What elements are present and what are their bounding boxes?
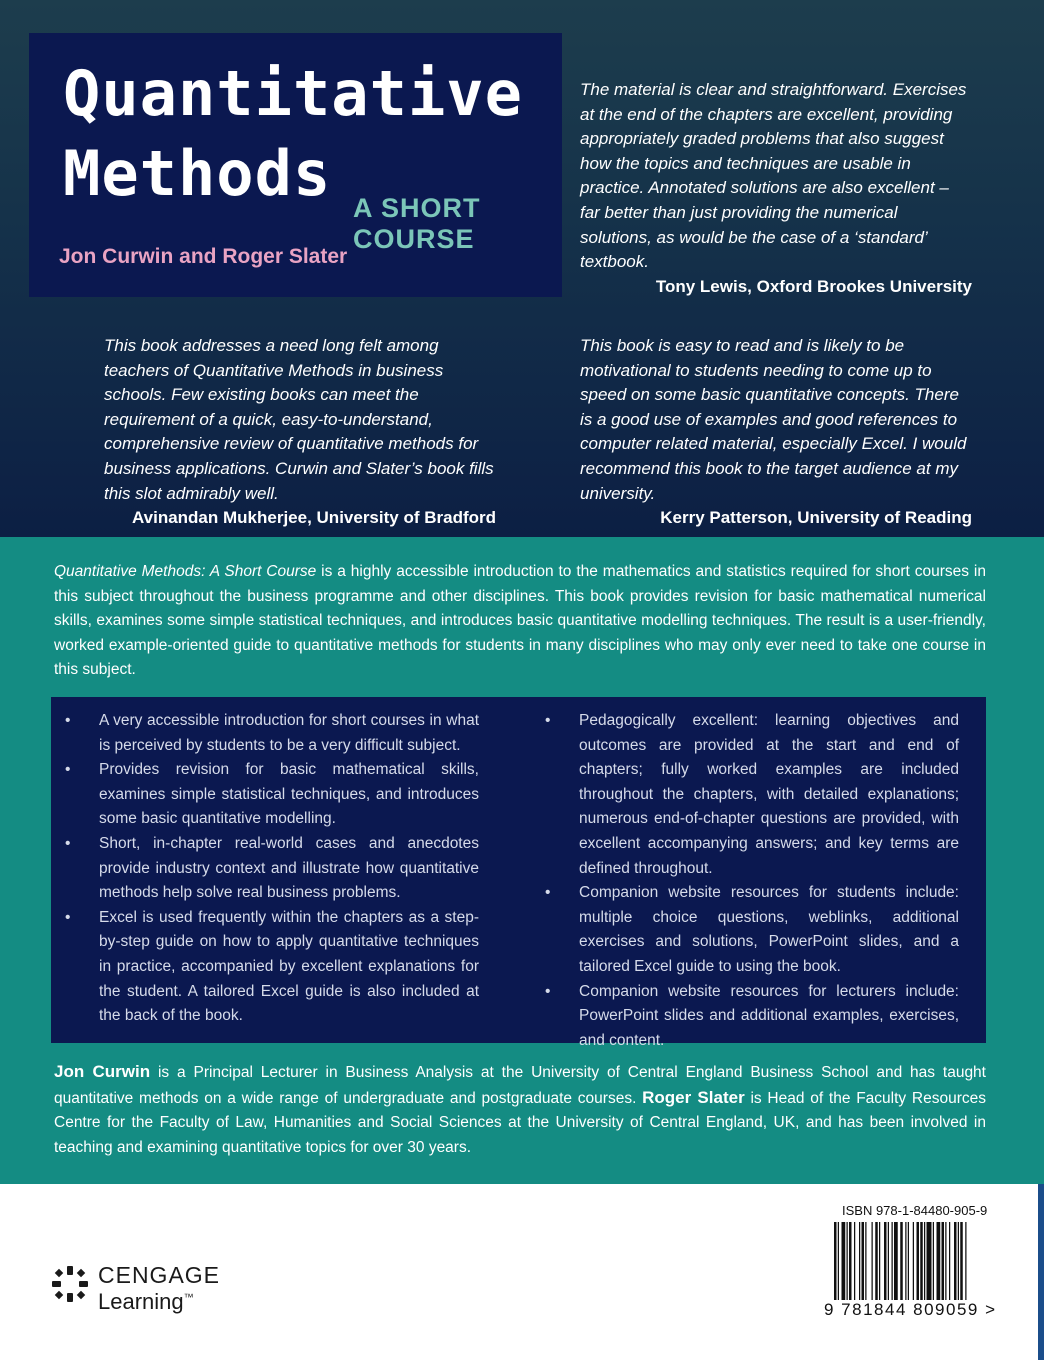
feature-item (545, 881, 959, 979)
barcode-bar (960, 1222, 963, 1300)
review-quote-text: This book addresses a need long felt among teachers of Quantitative Methods in business schools. Few existing books can meet the requirement of a quick, easy-to-understand, comprehensive review of quantitative methods for business applications. Curwin and Slater’s book fills this slot admirably well. (104, 336, 494, 503)
author-bio-text-2: is Head of the Faculty Resources Centre for the Faculty of Law, Humanities and Social Sciences at the University of Central England, UK, and has been involved in teaching and examining quantitative topics for over 30 years. (54, 1089, 987, 1156)
feature-text: A very accessible introduction for short courses in what is perceived by students to be a very difficult subject. (99, 712, 479, 754)
barcode-bar (884, 1222, 887, 1300)
description-section (0, 537, 1044, 1184)
feature-text: Short, in-chapter real-world cases and anecdotes provide industry context and illustrate how quantitative methods help solve real business problems. (99, 834, 479, 902)
barcode-bar (920, 1222, 923, 1300)
barcode-bar (958, 1222, 959, 1300)
barcode-bar (913, 1222, 914, 1300)
barcode-bar (954, 1222, 957, 1300)
barcode-bar (862, 1222, 865, 1300)
publisher-name-line2 (98, 1289, 194, 1315)
review-attribution: Kerry Patterson, University of Reading (660, 508, 972, 528)
barcode-bar (872, 1222, 873, 1300)
barcode-bar (859, 1222, 860, 1300)
bullet-icon: • (545, 982, 551, 1000)
feature-item (65, 709, 479, 758)
barcode-bar (945, 1222, 946, 1300)
barcode-bar (842, 1222, 846, 1300)
barcode-bar (888, 1222, 889, 1300)
feature-text: Companion website resources for students include: multiple choice questions, weblinks, additional exercises and solutions, PowerPoint slides, and a tailored Excel guide to using the book. (579, 884, 959, 975)
barcode-bar (894, 1222, 898, 1300)
book-subtitle: A SHORT COURSE (353, 193, 481, 254)
review-attribution: Tony Lewis, Oxford Brookes University (655, 276, 972, 296)
feature-item (65, 758, 479, 832)
barcode-digits: 9 781844 809059 > (824, 1300, 997, 1319)
barcode-bar (917, 1222, 920, 1300)
barcode-bar (937, 1222, 941, 1300)
author-name-2: Roger Slater (642, 1087, 745, 1107)
review-attribution: Avinandan Mukherjee, University of Bradford (132, 508, 496, 528)
publisher-name-text: Learning (98, 1289, 184, 1314)
review-quote-3 (580, 334, 972, 531)
author-bio-text-1: is a Principal Lecturer in Business Analysis at the University of Central England Business School and has taught quantitative methods on a wide range of undergraduate and postgraduate courses. (54, 1064, 986, 1107)
book-title-line1: Quantitative (63, 57, 523, 130)
book-title-line2: Methods (63, 137, 332, 210)
barcode-bar (849, 1222, 852, 1300)
review-quote-text: The material is clear and straightforward. Exercises at the end of the chapters are excellent, providing appropriately graded problems that also suggest how the topics and techniques are usable in practice. Annotated solutions are also excellent – far better than just providing the numerical solutions, as would be the case of a ‘standard’ textbook. (580, 80, 967, 272)
review-quote-1 (580, 78, 972, 299)
feature-item (545, 709, 959, 881)
features-box (51, 697, 986, 1049)
review-quote-2 (104, 334, 496, 531)
bullet-icon: • (545, 884, 551, 902)
barcode-bar (875, 1222, 878, 1300)
feature-item (545, 980, 959, 1054)
trademark-symbol: ™ (183, 1292, 194, 1304)
barcode-bar (908, 1222, 909, 1300)
feature-text: Pedagogically excellent: learning objectives and outcomes are provided at the start and end of chapters; fully worked examples are included throughout the chapters, with detailed explanations; numerous end-of-chapter questions are provided, with excellent accompanying answers; and key terms are defined throughout. (579, 712, 959, 877)
feature-text: Excel is used frequently within the chapters as a step-by-step guide on how to apply quantitative techniques in practice, accompanied by excellent explanations for the student. A tailored Excel guide is also included at the back of the book. (99, 908, 479, 1025)
publisher-logo (50, 1262, 250, 1322)
book-authors: Jon Curwin and Roger Slater (59, 245, 348, 268)
barcode-bar (838, 1222, 839, 1312)
top-section (0, 0, 1044, 537)
barcode-bar (949, 1222, 950, 1300)
book-title-inline: Quantitative Methods: A Short Course (54, 563, 317, 580)
features-list-left (65, 709, 479, 1029)
review-quote-text: This book is easy to read and is likely to be motivational to students needing to come up to speed on some basic quantitative concepts. There is a good use of examples and good references to computer related material, especially Excel. I would recommend this book to the target audience at my university. (580, 336, 967, 503)
description-text: is a highly accessible introduction to the mathematics and statistics required for short courses in this subject throughout the business programme and other disciplines. This book provides revision for basic mathematical numerical skills, examines some simple statistical techniques, and introduces basic quantitative modelling techniques. The result is a user-friendly, worked example-oriented guide to quantitative methods for students in many disciplines who may only ever need to take one course in this subject. (54, 563, 986, 679)
bullet-icon: • (65, 761, 71, 779)
title-box (29, 33, 562, 297)
spine-edge (1038, 1184, 1044, 1360)
barcode-bar (854, 1222, 855, 1300)
barcode-bar (905, 1222, 906, 1300)
barcode-bar (965, 1222, 966, 1312)
author-bio (54, 1060, 986, 1160)
barcode-bar (834, 1222, 837, 1312)
feature-item (65, 906, 479, 1029)
cengage-logo-icon (50, 1264, 90, 1304)
barcode-bar (942, 1222, 945, 1300)
bullet-icon: • (65, 712, 71, 729)
feature-item (65, 832, 479, 906)
bullet-icon: • (65, 908, 71, 926)
feature-text: Companion website resources for lecturers include: PowerPoint slides and additional examples, exercises, and content. (579, 982, 959, 1049)
publisher-name: CENGAGE (98, 1262, 221, 1288)
barcode-bar (933, 1222, 934, 1300)
features-list-right (545, 709, 959, 1053)
barcode-bar (927, 1222, 932, 1300)
feature-text: Provides revision for basic mathematical skills, examines simple statistical techniques, and introduces some basic quantitative modelling. (99, 761, 479, 828)
author-name-1: Jon Curwin (54, 1062, 151, 1081)
bullet-icon: • (545, 712, 551, 729)
book-description (54, 560, 986, 683)
barcode-bar (900, 1222, 903, 1312)
barcode-bar (865, 1222, 866, 1300)
barcode-bar (879, 1222, 880, 1300)
barcode-bar (892, 1222, 893, 1300)
barcode-bar (847, 1222, 848, 1300)
bullet-icon: • (65, 834, 71, 852)
barcode-bar (924, 1222, 925, 1300)
isbn-label: ISBN 978-1-84480-905-9 (842, 1203, 988, 1218)
